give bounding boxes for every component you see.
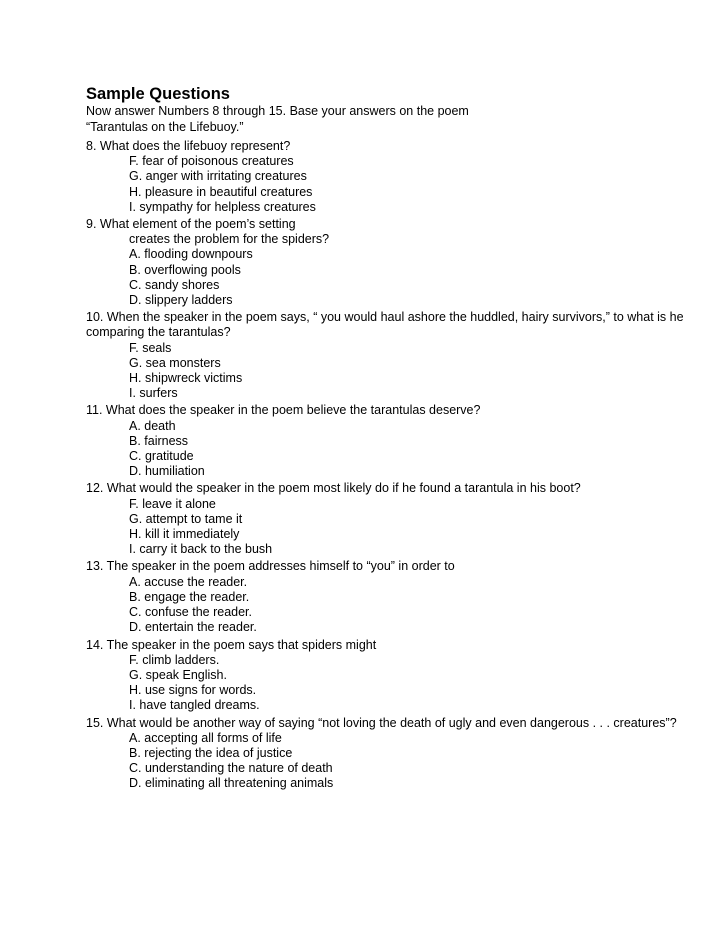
answer-options — [86, 247, 686, 308]
answer-option: B. fairness — [129, 433, 189, 448]
question-text: 11. What does the speaker in the poem believe the tarantulas deserve? — [86, 403, 481, 418]
question-11 — [86, 403, 686, 479]
question-text: 10. When the speaker in the poem says, “ you would haul ashore the huddled, hairy survivors,” to what is he comparing the tarantulas? — [86, 310, 684, 340]
intro-line: “Tarantulas on the Lifebuoy.” — [86, 119, 244, 134]
question-text: 14. The speaker in the poem says that spiders might — [86, 637, 377, 652]
question-text: 12. What would the speaker in the poem most likely do if he found a tarantula in his boot? — [86, 481, 581, 496]
question-10 — [86, 310, 686, 401]
answer-options — [86, 731, 686, 792]
answer-option: D. slippery ladders — [129, 293, 233, 308]
question-15 — [86, 716, 686, 792]
question-14 — [86, 638, 686, 714]
intro-text — [86, 104, 686, 135]
answer-option: B. overflowing pools — [129, 262, 241, 277]
answer-option: F. fear of poisonous creatures — [129, 154, 294, 169]
answer-option: D. entertain the reader. — [129, 620, 257, 635]
answer-option: H. kill it immediately — [129, 527, 240, 542]
answer-option: C. sandy shores — [129, 277, 220, 292]
answer-option: I. sympathy for helpless creatures — [129, 199, 316, 214]
answer-option: A. death — [129, 418, 176, 433]
answer-option: A. accepting all forms of life — [129, 730, 282, 745]
question-9 — [86, 217, 686, 308]
answer-option: I. have tangled dreams. — [129, 698, 260, 713]
answer-option: D. eliminating all threatening animals — [129, 776, 334, 791]
answer-option: B. engage the reader. — [129, 589, 250, 604]
answer-option: I. carry it back to the bush — [129, 542, 273, 557]
question-text: 13. The speaker in the poem addresses himself to “you” in order to — [86, 559, 455, 574]
question-text-continuation: creates the problem for the spiders? — [129, 232, 330, 247]
answer-option: F. leave it alone — [129, 496, 216, 511]
answer-option: G. speak English. — [129, 667, 227, 682]
answer-options — [86, 154, 686, 215]
question-12 — [86, 481, 686, 557]
answer-options — [86, 653, 686, 714]
answer-option: C. gratitude — [129, 449, 194, 464]
answer-option: H. use signs for words. — [129, 683, 257, 698]
intro-line: Now answer Numbers 8 through 15. Base your answers on the poem — [86, 104, 469, 118]
question-text — [86, 217, 686, 247]
answer-options — [86, 497, 686, 558]
answer-options — [86, 575, 686, 636]
answer-option: F. seals — [129, 340, 172, 355]
question-text: 8. What does the lifebuoy represent? — [86, 139, 291, 153]
answer-options — [86, 341, 686, 402]
answer-option: C. confuse the reader. — [129, 605, 252, 620]
answer-option: A. flooding downpours — [129, 247, 253, 262]
answer-options — [86, 419, 686, 480]
question-text: 15. What would be another way of saying “not loving the death of ugly and even dangerous . . . creatures”? — [86, 715, 677, 730]
page-title: Sample Questions — [86, 85, 230, 103]
answer-option: F. climb ladders. — [129, 652, 220, 667]
answer-option: H. shipwreck victims — [129, 371, 243, 386]
answer-option: C. understanding the nature of death — [129, 761, 333, 776]
answer-option: G. attempt to tame it — [129, 511, 243, 526]
answer-option: G. anger with irritating creatures — [129, 169, 307, 184]
answer-option: A. accuse the reader. — [129, 574, 248, 589]
answer-option: H. pleasure in beautiful creatures — [129, 184, 313, 199]
question-text-line: 9. What element of the poem’s setting — [86, 217, 296, 232]
question-8 — [86, 139, 686, 215]
answer-option: B. rejecting the idea of justice — [129, 745, 293, 760]
question-13 — [86, 559, 686, 635]
document-page — [86, 84, 686, 794]
answer-option: I. surfers — [129, 386, 178, 401]
answer-option: G. sea monsters — [129, 355, 221, 370]
answer-option: D. humiliation — [129, 464, 205, 479]
